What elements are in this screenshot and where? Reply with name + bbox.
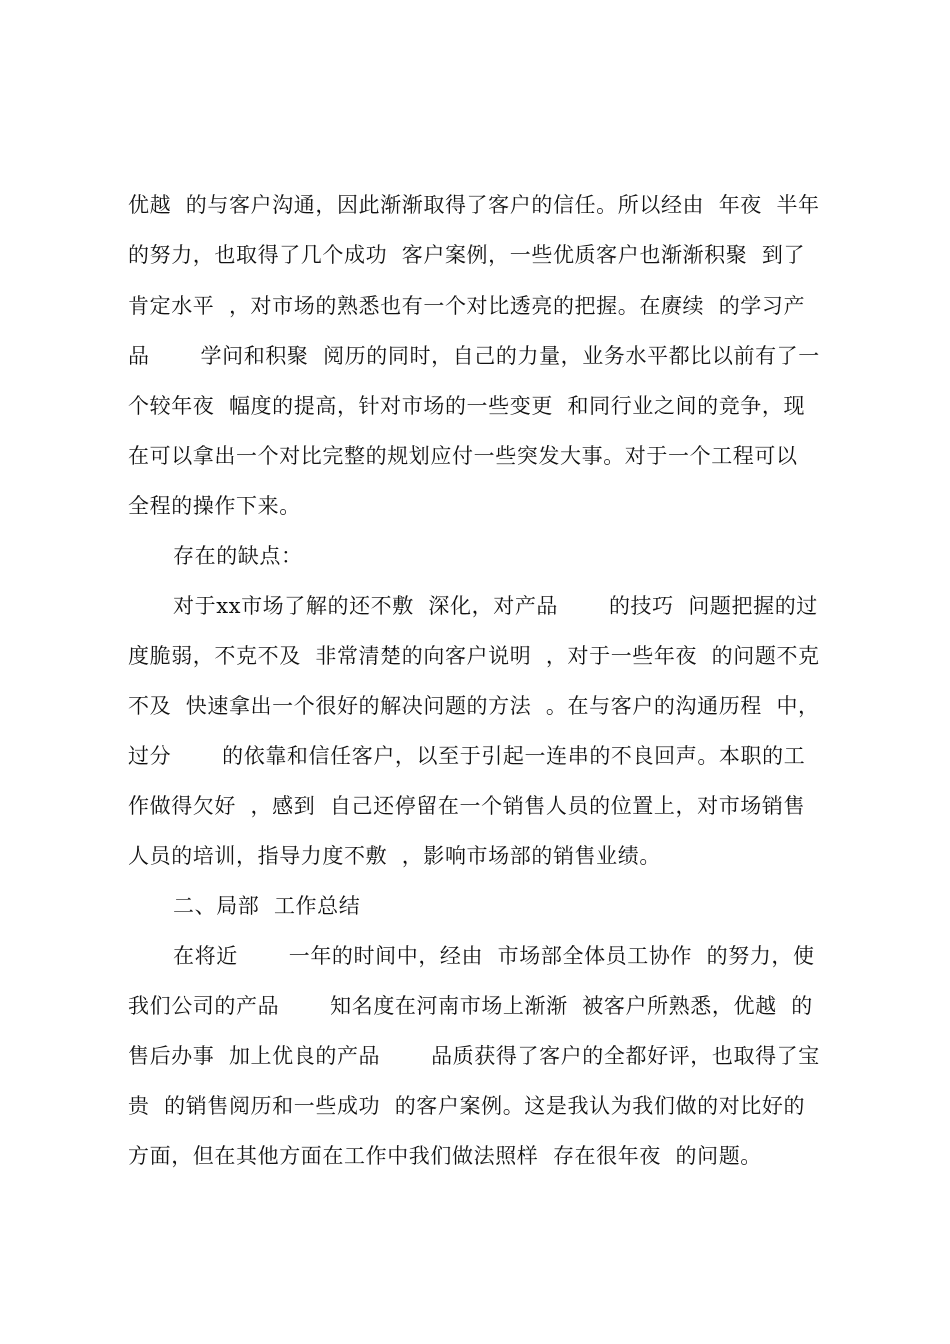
paragraph-3-line-2: 我们公司的产品 知名度在河南市场上渐渐 被客户所熟悉，优越 的 — [128, 994, 813, 1018]
paragraph-2-line-6: 人员的培训，指导力度不敷 ，影响市场部的销售业绩。 — [128, 844, 661, 868]
paragraph-1-line-4: 品 学问和积聚 阅历的同时，自己的力量，业务水平都比以前有了一 — [128, 344, 820, 368]
paragraph-1-line-5: 个较年夜 幅度的提高，针对市场的一些变更 和同行业之间的竞争，现 — [128, 394, 806, 418]
paragraph-2-line-3: 不及 快速拿出一个很好的解决问题的方法 。在与客户的沟通历程 中， — [128, 694, 820, 718]
paragraph-3-line-4: 贵 的销售阅历和一些成功 的客户案例。这是我认为我们做的对比好的 — [128, 1094, 806, 1118]
paragraph-1-line-7: 全程的操作下来。 — [128, 494, 301, 518]
paragraph-1-line-6: 在可以拿出一个对比完整的规划应付一些突发大事。对于一个工程可以 — [128, 444, 798, 468]
paragraph-3-line-5: 方面，但在其他方面在工作中我们做法照样 存在很年夜 的问题。 — [128, 1144, 762, 1168]
paragraph-1-line-2: 的努力，也取得了几个成功 客户案例，一些优质客户也渐渐积聚 到了 — [128, 243, 806, 267]
paragraph-3-line-3: 售后办事 加上优良的产品 品质获得了客户的全都好评，也取得了宝 — [128, 1044, 820, 1068]
paragraph-2-line-4: 过分 的依靠和信任客户，以至于引起一连串的不良回声。本职的工 — [128, 744, 806, 768]
paragraph-2-line-2: 度脆弱，不克不及 非常清楚的向客户说明 ，对于一些年夜 的问题不克 — [128, 644, 820, 668]
paragraph-3-line-1: 在将近 一年的时间中，经由 市场部全体员工协作 的努力，使 — [173, 944, 815, 968]
heading-shortcomings: 存在的缺点： — [173, 544, 303, 568]
paragraph-2-line-5: 作做得欠好 ，感到 自己还停留在一个销售人员的位置上，对市场销售 — [128, 794, 806, 818]
heading-section-2: 二、局部 工作总结 — [173, 894, 361, 918]
paragraph-1-line-1: 优越 的与客户沟通，因此渐渐取得了客户的信任。所以经由 年夜 半年 — [128, 193, 820, 217]
paragraph-1-line-3: 肯定水平 ，对市场的熟悉也有一个对比透亮的把握。在赓续 的学习产 — [128, 294, 806, 318]
paragraph-2-line-1: 对于xx市场了解的还不敷 深化，对产品 的技巧 问题把握的过 — [173, 594, 818, 618]
